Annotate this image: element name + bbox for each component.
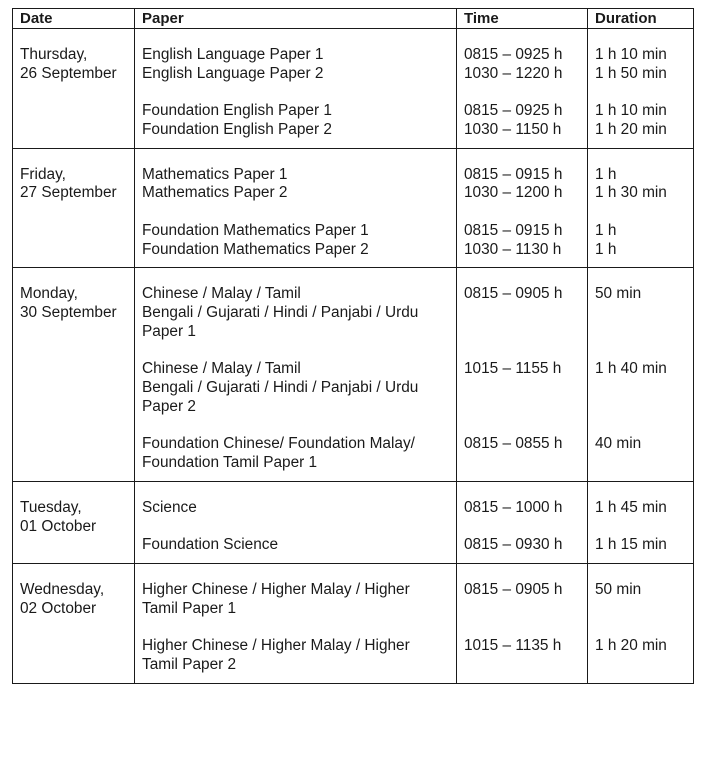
- group-spacer: [142, 84, 456, 103]
- time-text: 0815 – 0925 h: [464, 46, 563, 63]
- time-text: 0815 – 0925 h: [464, 102, 563, 120]
- table-row: [13, 148, 694, 268]
- header-paper: Paper: [135, 9, 457, 29]
- table-row: [13, 268, 694, 481]
- group-spacer: [142, 618, 456, 637]
- paper-cell: [135, 481, 457, 563]
- duration-text: 1 h: [595, 240, 617, 258]
- time-text: 1015 – 1135 h: [464, 636, 562, 654]
- group-spacer: [464, 84, 587, 103]
- duration-cell: [588, 29, 694, 149]
- paper-cell: [135, 29, 457, 149]
- group-spacer: [464, 342, 587, 361]
- paper-text: Mathematics Paper 2: [142, 184, 288, 202]
- paper-text: Foundation Science: [142, 536, 279, 554]
- duration-text: 50 min: [595, 285, 642, 303]
- timetable-body: [13, 29, 694, 684]
- duration-text: 1 h 10 min: [595, 46, 667, 63]
- time-text: 0815 – 0930 h: [464, 536, 563, 554]
- group-spacer: [464, 618, 587, 637]
- group-spacer: [595, 417, 693, 436]
- paper-text: Foundation Chinese/ Foundation Malay/: [142, 435, 415, 453]
- table-row: [13, 29, 694, 149]
- paper-text: Tamil Paper 1: [142, 599, 237, 617]
- date-text: 01 October: [20, 517, 97, 535]
- date-text: Wednesday,: [20, 580, 105, 598]
- time-cell: [457, 29, 588, 149]
- paper-text: Chinese / Malay / Tamil: [142, 285, 301, 303]
- paper-text: Foundation English Paper 1: [142, 102, 332, 120]
- duration-text: [595, 600, 693, 619]
- paper-text: Paper 2: [142, 397, 196, 415]
- date-text: 30 September: [20, 304, 117, 322]
- exam-timetable: [12, 8, 694, 684]
- group-spacer: [464, 518, 587, 537]
- paper-text: Paper 1: [142, 322, 196, 340]
- group-spacer: [464, 203, 587, 222]
- table-row: [13, 481, 694, 563]
- header-duration: Duration: [588, 9, 694, 29]
- duration-text: 1 h 15 min: [595, 536, 667, 554]
- duration-text: 1 h 45 min: [595, 498, 667, 516]
- duration-text: 1 h 50 min: [595, 64, 667, 82]
- time-text: [464, 454, 587, 473]
- duration-text: 1 h: [595, 221, 617, 239]
- duration-text: 1 h 20 min: [595, 120, 667, 138]
- header-time: Time: [457, 9, 588, 29]
- paper-text: English Language Paper 1: [142, 46, 324, 63]
- group-spacer: [142, 203, 456, 222]
- table-row: [13, 563, 694, 683]
- paper-text: Mathematics Paper 1: [142, 165, 288, 183]
- group-spacer: [142, 518, 456, 537]
- time-text: 1030 – 1220 h: [464, 64, 563, 82]
- duration-text: [595, 454, 693, 473]
- paper-text: Higher Chinese / Higher Malay / Higher: [142, 580, 410, 598]
- duration-text: 40 min: [595, 435, 642, 453]
- date-text: 02 October: [20, 599, 97, 617]
- group-spacer: [595, 342, 693, 361]
- time-text: 1015 – 1155 h: [464, 360, 562, 378]
- paper-text: Tamil Paper 2: [142, 655, 237, 673]
- time-text: 0815 – 0905 h: [464, 285, 563, 303]
- date-cell: [13, 268, 135, 481]
- paper-text: Bengali / Gujarati / Hindi / Panjabi / Urdu: [142, 379, 419, 397]
- paper-text: Chinese / Malay / Tamil: [142, 360, 301, 378]
- duration-cell: [588, 268, 694, 481]
- time-text: 0815 – 0915 h: [464, 165, 563, 183]
- duration-cell: [588, 563, 694, 683]
- duration-text: 1 h: [595, 165, 617, 183]
- time-text: 0815 – 1000 h: [464, 498, 563, 516]
- paper-text: Higher Chinese / Higher Malay / Higher: [142, 636, 410, 654]
- duration-text: [595, 656, 693, 675]
- paper-text: Foundation Mathematics Paper 2: [142, 240, 369, 258]
- paper-text: Foundation Tamil Paper 1: [142, 453, 318, 471]
- header-row: [13, 9, 694, 29]
- duration-text: [595, 323, 693, 342]
- date-cell: [13, 481, 135, 563]
- duration-text: [595, 398, 693, 417]
- paper-text: Science: [142, 498, 197, 516]
- time-text: 0815 – 0915 h: [464, 221, 563, 239]
- time-text: [464, 600, 587, 619]
- duration-text: [595, 304, 693, 323]
- time-text: 1030 – 1130 h: [464, 240, 562, 258]
- time-cell: [457, 481, 588, 563]
- duration-text: [595, 379, 693, 398]
- paper-text: Foundation English Paper 2: [142, 120, 332, 138]
- date-text: 27 September: [20, 184, 117, 202]
- header-date: Date: [13, 9, 135, 29]
- time-text: 0815 – 0855 h: [464, 435, 563, 453]
- group-spacer: [595, 518, 693, 537]
- paper-text: Foundation Mathematics Paper 1: [142, 221, 369, 239]
- paper-cell: [135, 563, 457, 683]
- group-spacer: [595, 618, 693, 637]
- duration-text: 1 h 10 min: [595, 102, 667, 120]
- time-text: [464, 304, 587, 323]
- time-cell: [457, 268, 588, 481]
- duration-text: 1 h 20 min: [595, 636, 667, 654]
- time-text: [464, 323, 587, 342]
- time-text: 0815 – 0905 h: [464, 580, 563, 598]
- time-text: [464, 656, 587, 675]
- group-spacer: [142, 342, 456, 361]
- time-text: [464, 398, 587, 417]
- date-cell: [13, 29, 135, 149]
- time-cell: [457, 148, 588, 268]
- duration-cell: [588, 148, 694, 268]
- paper-cell: [135, 268, 457, 481]
- date-text: Tuesday,: [20, 498, 82, 516]
- group-spacer: [142, 417, 456, 436]
- time-text: 1030 – 1200 h: [464, 184, 563, 202]
- paper-text: Bengali / Gujarati / Hindi / Panjabi / Urdu: [142, 304, 419, 322]
- date-text: Monday,: [20, 285, 78, 303]
- date-text: Thursday,: [20, 46, 88, 63]
- group-spacer: [464, 417, 587, 436]
- duration-cell: [588, 481, 694, 563]
- date-text: 26 September: [20, 64, 117, 82]
- duration-text: 50 min: [595, 580, 642, 598]
- date-text: Friday,: [20, 165, 66, 183]
- paper-cell: [135, 148, 457, 268]
- group-spacer: [595, 203, 693, 222]
- duration-text: 1 h 40 min: [595, 360, 667, 378]
- time-text: 1030 – 1150 h: [464, 120, 562, 138]
- paper-text: English Language Paper 2: [142, 64, 324, 82]
- time-text: [464, 379, 587, 398]
- date-cell: [13, 148, 135, 268]
- date-cell: [13, 563, 135, 683]
- time-cell: [457, 563, 588, 683]
- duration-text: 1 h 30 min: [595, 184, 667, 202]
- group-spacer: [595, 84, 693, 103]
